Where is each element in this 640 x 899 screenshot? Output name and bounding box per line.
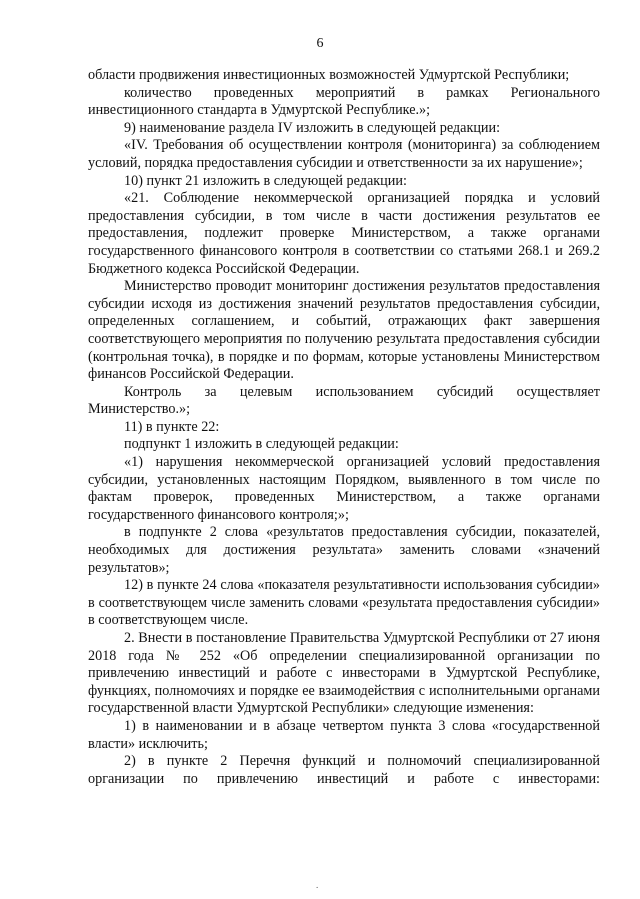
footer-mark: . bbox=[316, 880, 319, 890]
paragraph: «IV. Требования об осуществлении контроля (мониторинга) за соблюдением условий, порядка предоставления субсидии и ответственности за их нарушение»; bbox=[88, 137, 600, 171]
paragraph: 11) в пункте 22: bbox=[124, 418, 220, 435]
paragraph: 2. Внести в постановление Правительства Удмуртской Республики от 27 июня 2018 года № 252 «Об определении специализированной организации по привлечению инвестиций и работе с инвесторами в Удмуртской Республике, функциях, полномочиях и порядке ее взаимодействия с исполнительными органами государственной власти Удмуртской Республики» следующие изменения: bbox=[88, 630, 600, 717]
page-number: 6 bbox=[316, 36, 324, 51]
document-body bbox=[88, 67, 600, 788]
paragraph: «1) нарушения некоммерческой организацией условий предоставления субсидии, установленных настоящим Порядком, выявленного в том числе по фактам проверок, проведенных Министерством, а также органами государственного финансового контроля;»; bbox=[88, 454, 600, 523]
paragraph: 10) пункт 21 изложить в следующей редакции: bbox=[124, 172, 407, 189]
paragraph: области продвижения инвестиционных возможностей Удмуртской Республики; bbox=[88, 67, 570, 83]
paragraph: 9) наименование раздела IV изложить в следующей редакции: bbox=[124, 119, 501, 136]
paragraph: 2) в пункте 2 Перечня функций и полномочий специализированной организации по привлечению инвестиций и работе с инвесторами: bbox=[88, 753, 600, 787]
paragraph: Контроль за целевым использованием субсидий осуществляет Министерство.»; bbox=[88, 383, 600, 418]
paragraph: Министерство проводит мониторинг достижения результатов предоставления субсидии исходя из достижения значений результатов предоставления субсидии, определенных соглашением, и событий, отражающих факт завершения соответствующего мероприятия по получению результата предоставления субсидии (контрольная точка), в порядке и по формам, которые установлены Министерством финансов Российской Федерации. bbox=[88, 278, 600, 383]
paragraph: 1) в наименовании и в абзаце четвертом пункта 3 слова «государственной власти» исключить; bbox=[88, 717, 600, 752]
paragraph: в подпункте 2 слова «результатов предоставления субсидии, показателей, необходимых для достижения результата» заменить словами «значений результатов»; bbox=[88, 524, 600, 576]
paragraph: подпункт 1 изложить в следующей редакции: bbox=[124, 436, 399, 453]
paragraph: 12) в пункте 24 слова «показателя результативности использования субсидии» в соответствующем числе заменить словами «результата предоставления субсидии» в соответствующем числе. bbox=[88, 577, 600, 629]
paragraph: «21. Соблюдение некоммерческой организацией порядка и условий предоставления субсидии, в том числе в части достижения результатов ее предоставления, подлежит проверке Министерством, а также органами государственного финансового контроля в соответствии со статьями 268.1 и 269.2 Бюджетного кодекса Российской Федерации. bbox=[88, 190, 600, 277]
paragraph: количество проведенных мероприятий в рамках Регионального инвестиционного стандарта в Удмуртской Республике.»; bbox=[88, 84, 600, 119]
